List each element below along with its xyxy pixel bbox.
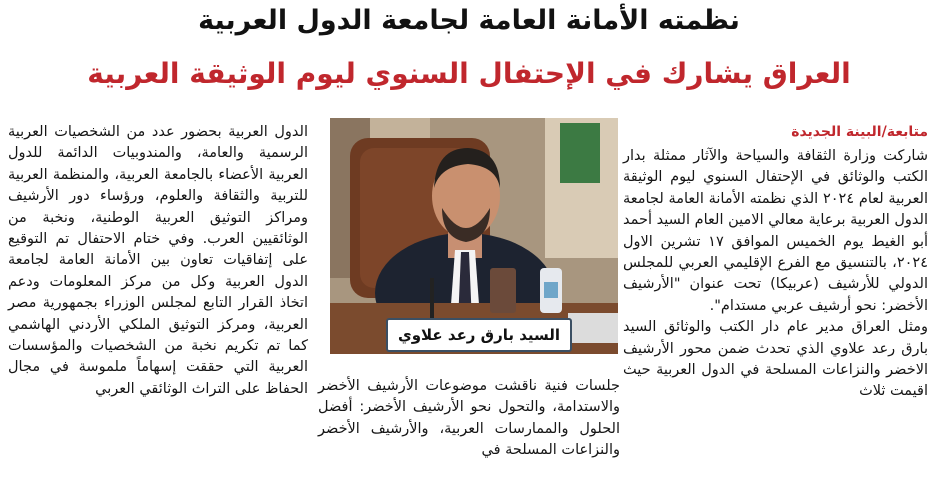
article-headline: العراق يشارك في الإحتفال السنوي ليوم الوثيقة العربية bbox=[87, 57, 851, 90]
paragraph-4: الدول العربية بحضور عدد من الشخصيات العربية الرسمية والعامة، والمندوبيات الدائمة للدول العربية الأعضاء بالجامعة العربية، والمنظمة العربية للتربية والثقافة والعلوم، ورؤساء دور الأرشيف ومراكز التوثيق العربية الوطنية، ونخبة من الوثائقيين العرب. وفي ختام الاحتفال تم التوقيع على إتفاقيات تعاون بين الأمانة العامة لجامعة الدول العربية وكل من مركز المعلومات ودعم اتخاذ القرار التابع لمجلس الوزراء بجمهورية مصر العربية، ومركز التوثيق الملكي الأردني الهاشمي كما تم تكريم نخبة من الشخصيات والمؤسسات العربية التي حققت إسهاماً ملموسة في مجال الحفاظ على التراث الوثائقي العربي bbox=[8, 124, 308, 397]
column-middle bbox=[318, 376, 620, 462]
column-right bbox=[623, 122, 928, 403]
byline: متابعة/البينة الجديدة bbox=[791, 124, 928, 140]
column-left bbox=[8, 122, 308, 400]
paragraph-3: جلسات فنية ناقشت موضوعات الأرشيف الأخضر والاستدامة، والتحول نحو الأرشيف الأخضر: أفضل الحلول والممارسات العربية، والأرشيف الأخضر والنزاعات المسلحة في bbox=[318, 378, 620, 459]
paragraph-2: ومثل العراق مدير عام دار الكتب والوثائق السيد بارق رعد علاوي الذي تحدث ضمن محور الأرشيف الاخضر والنزاعات المسلحة في الدول العربية حيث اقيمت ثلاث bbox=[623, 319, 928, 400]
paragraph-1: شاركت وزارة الثقافة والسياحة والآثار ممثلة بدار الكتب والوثائق في الإحتفال السنوي ليوم الوثيقة العربية لعام ٢٠٢٤ الذي نظمته الأمانة العامة لجامعة الدول العربية برعاية معالي الامين العام السيد أحمد أبو الغيط يوم الخميس الموافق ١٧ تشرين الاول ٢٠٢٤، بالتنسيق مع الفرع الإقليمي العربي للمجلس الدولي للأرشيف (عربيكا) تحت عنوان "الأرشيف الأخضر: نحو أرشيف عربي مستدام". bbox=[623, 148, 929, 314]
article-kicker: نظمته الأمانة العامة لجامعة الدول العربية bbox=[198, 5, 740, 36]
photo-caption: السيد بارق رعد علاوي bbox=[386, 318, 572, 352]
